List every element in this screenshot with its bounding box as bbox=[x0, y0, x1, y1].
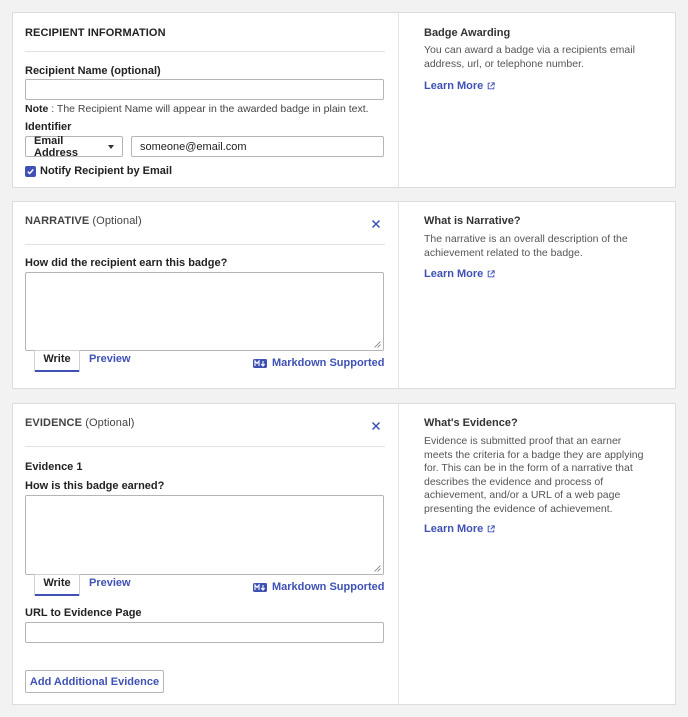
recipient-form-column bbox=[13, 13, 399, 187]
narrative-form-column bbox=[13, 202, 399, 388]
recipient-help-column bbox=[399, 13, 675, 187]
recipient-name-note bbox=[25, 103, 369, 115]
close-evidence-icon[interactable] bbox=[371, 421, 381, 431]
learn-more-label: Learn More bbox=[424, 80, 484, 92]
markdown-supported-link[interactable] bbox=[253, 581, 384, 593]
check-icon bbox=[26, 167, 35, 176]
narrative-textarea[interactable] bbox=[25, 272, 384, 351]
evidence-help-text: Evidence is submitted proof that an earner meets the criteria for a badge they are applying for. This can be in the form of a narrative that describes the evidence and process of achievement, and/or a URL of a web page presenting the evidence of achievement. bbox=[424, 435, 644, 515]
markdown-supported-link[interactable] bbox=[253, 357, 384, 369]
evidence-optional-text: (Optional) bbox=[85, 417, 135, 429]
learn-more-label: Learn More bbox=[424, 268, 484, 280]
evidence-preview-tab[interactable]: Preview bbox=[89, 577, 131, 589]
section-divider bbox=[25, 51, 385, 52]
identifier-type-value: Email Address bbox=[34, 134, 79, 159]
evidence-url-input[interactable] bbox=[25, 622, 384, 643]
markdown-label: Markdown Supported bbox=[272, 581, 385, 593]
external-link-icon bbox=[487, 270, 495, 278]
recipient-name-input[interactable] bbox=[25, 79, 384, 100]
evidence-question-label: How is this badge earned? bbox=[25, 480, 165, 492]
section-divider bbox=[25, 446, 385, 447]
recipient-information-card bbox=[12, 12, 676, 188]
narrative-preview-tab[interactable]: Preview bbox=[89, 353, 131, 365]
recipient-section-title: RECIPIENT INFORMATION bbox=[25, 27, 166, 39]
badge-awarding-title: Badge Awarding bbox=[424, 27, 511, 39]
evidence-help-title: What's Evidence? bbox=[424, 417, 518, 429]
identifier-label: Identifier bbox=[25, 121, 72, 133]
evidence-item-title: Evidence 1 bbox=[25, 461, 83, 473]
narrative-card bbox=[12, 201, 676, 389]
identifier-type-select[interactable] bbox=[25, 136, 123, 157]
evidence-learn-more-link[interactable] bbox=[424, 523, 495, 535]
evidence-write-tab[interactable]: Write bbox=[35, 577, 79, 596]
narrative-help-text: The narrative is an overall description of the achievement related to the badge. bbox=[424, 233, 628, 259]
narrative-help-title: What is Narrative? bbox=[424, 215, 521, 227]
evidence-title-text: EVIDENCE bbox=[25, 417, 83, 429]
close-narrative-icon[interactable] bbox=[371, 219, 381, 229]
markdown-icon bbox=[253, 359, 267, 368]
markdown-icon bbox=[253, 583, 267, 592]
narrative-question-label: How did the recipient earn this badge? bbox=[25, 257, 228, 269]
section-divider bbox=[25, 244, 385, 245]
identifier-value-input[interactable]: someone@email.com bbox=[131, 136, 384, 157]
markdown-label: Markdown Supported bbox=[272, 357, 385, 369]
caret-down-icon bbox=[108, 145, 114, 149]
narrative-optional-text: (Optional) bbox=[92, 215, 142, 227]
badge-awarding-text: You can award a badge via a recipients email address, url, or telephone number. bbox=[424, 44, 635, 70]
notify-label[interactable]: Notify Recipient by Email bbox=[40, 165, 173, 177]
evidence-card bbox=[12, 403, 676, 705]
evidence-section-title bbox=[25, 417, 135, 429]
note-text: : The Recipient Name will appear in the awarded badge in plain text. bbox=[48, 103, 369, 115]
learn-more-label: Learn More bbox=[424, 523, 484, 535]
narrative-help-column bbox=[399, 202, 675, 388]
evidence-textarea[interactable] bbox=[25, 495, 384, 575]
evidence-form-column bbox=[13, 404, 399, 704]
external-link-icon bbox=[487, 82, 495, 90]
narrative-section-title bbox=[25, 215, 142, 227]
narrative-write-tab[interactable]: Write bbox=[35, 353, 79, 372]
narrative-title-text: NARRATIVE bbox=[25, 215, 90, 227]
evidence-url-label: URL to Evidence Page bbox=[25, 607, 142, 619]
notify-checkbox[interactable] bbox=[25, 166, 36, 177]
narrative-learn-more-link[interactable] bbox=[424, 268, 495, 280]
note-prefix: Note bbox=[25, 103, 49, 115]
recipient-learn-more-link[interactable] bbox=[424, 80, 495, 92]
recipient-name-label: Recipient Name (optional) bbox=[25, 65, 161, 77]
evidence-help-column bbox=[399, 404, 675, 704]
add-evidence-button[interactable]: Add Additional Evidence bbox=[25, 670, 164, 693]
resize-grip-icon[interactable] bbox=[373, 340, 381, 348]
resize-grip-icon[interactable] bbox=[373, 564, 381, 572]
external-link-icon bbox=[487, 525, 495, 533]
